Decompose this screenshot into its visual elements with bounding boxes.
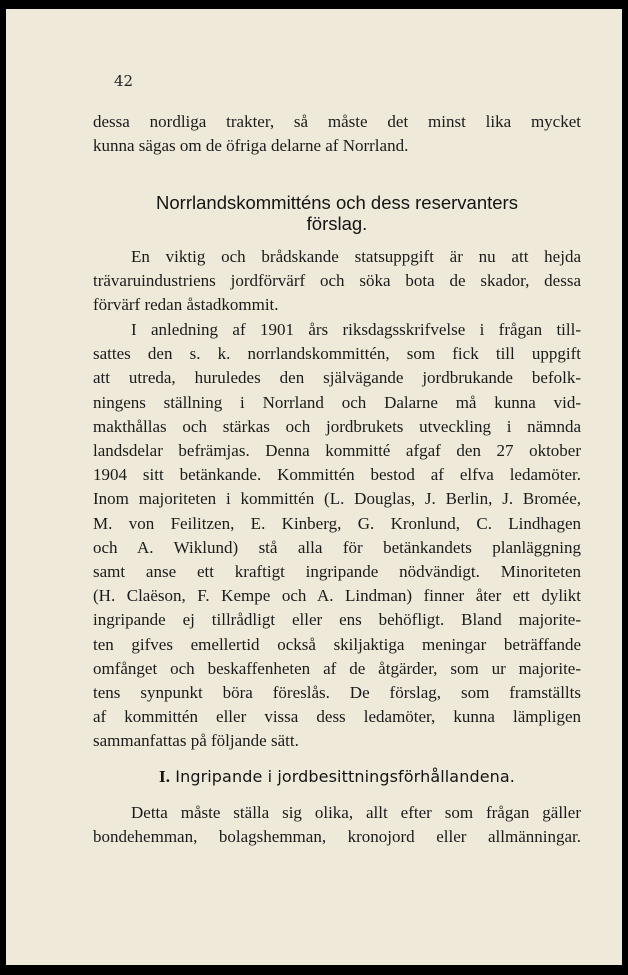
text-line: En viktig och brådskande statsuppgift är nu att hejda — [131, 247, 581, 266]
text-line: M. von Feilitzen, E. Kinberg, G. Kronlund, C. Lindhagen — [93, 513, 581, 533]
section-heading — [93, 192, 581, 234]
text-line: förvärf redan åstadkommit. — [93, 295, 279, 315]
paragraph-3 — [93, 801, 581, 849]
text-line: och A. Wiklund) stå alla för betänkandets planläggning — [93, 537, 581, 557]
paragraph-1 — [93, 245, 581, 318]
text-line: landsdelar befrämjas. Denna kommitté afgaf den 27 oktober — [93, 441, 581, 461]
section-heading-line: Norrlandskommitténs och dess reservanters — [156, 192, 518, 213]
text-line: sammanfattas på följande sätt. — [93, 731, 299, 751]
text-line: att utreda, huruledes den självägande jordbrukande befolk- — [93, 368, 581, 388]
text-line: I anledning af 1901 års riksdagsskrifvelse i frågan till- — [131, 320, 581, 339]
text-line: samt anse ett kraftigt ingripande nödvändigt. Minoriteten — [93, 562, 581, 582]
text-line: bondehemman, bolagshemman, kronojord eller allmänningar. — [93, 827, 581, 847]
text-line: 1904 sitt betänkande. Kommittén bestod af elfva ledamöter. — [93, 465, 581, 485]
text-line: omfånget och beskaffenheten af de åtgärder, som ur majorite- — [93, 658, 581, 678]
text-line: ingripande ej tillrådligt eller ens behöfligt. Bland majorite- — [93, 610, 581, 630]
text-line: Detta måste ställa sig olika, allt efter som frågan gäller — [131, 803, 581, 822]
text-line: kunna sägas om de öfriga delarne af Norrland. — [93, 136, 409, 156]
text-line: ningens ställning i Norrland och Dalarne må kunna vid- — [93, 392, 581, 412]
text-line: ten gifves emellertid också skiljaktiga meningar beträffande — [93, 634, 581, 654]
section-heading-line: förslag. — [306, 213, 368, 234]
book-page — [6, 9, 622, 965]
text-line: makthållas och stärkas och jordbrukets utveckling i nämnda — [93, 416, 581, 436]
text-line: trävaruindustriens jordförvärf och söka bota de skador, dessa — [93, 271, 581, 291]
text-line: (H. Claëson, F. Kempe och A. Lindman) finner åter ett dylikt — [93, 586, 581, 606]
intro-paragraph — [93, 110, 581, 158]
subsection-number: I. — [159, 767, 171, 786]
text-line: Inom majoriteten i kommittén (L. Douglas, J. Berlin, J. Bromée, — [93, 489, 581, 509]
text-line: dessa nordliga trakter, så måste det minst lika mycket — [93, 112, 581, 131]
text-line: sattes den s. k. norrlandskommittén, som fick till uppgift — [93, 344, 581, 364]
text-line: tens synpunkt böra föreslås. De förslag, som framställts — [93, 683, 581, 703]
subsection-heading — [93, 767, 581, 787]
subsection-title: Ingripande i jordbesittningsförhållandena. — [175, 767, 515, 786]
text-line: af kommittén eller vissa dess ledamöter, kunna lämpligen — [93, 707, 581, 727]
page-number: 42 — [114, 72, 134, 90]
paragraph-2 — [93, 318, 581, 754]
